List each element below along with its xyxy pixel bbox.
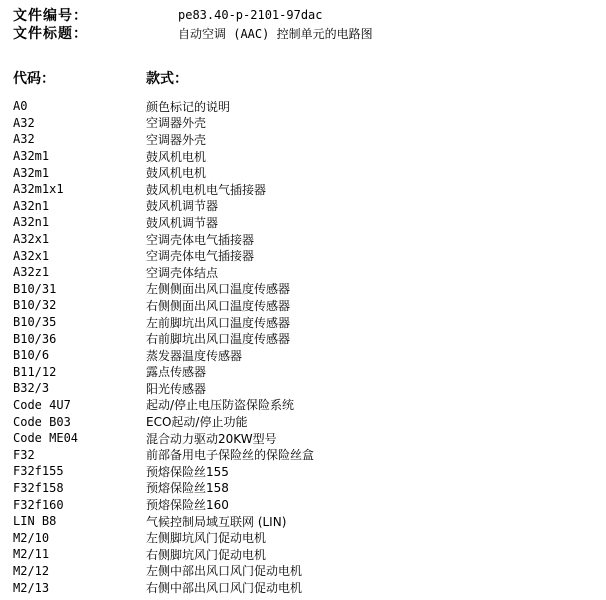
row-code: A32n1 <box>13 198 50 213</box>
row-description: 左侧脚坑风门促动电机 <box>146 531 267 546</box>
row-code: B10/31 <box>13 281 57 296</box>
row-code: M2/13 <box>13 580 50 595</box>
row-code: A32m1 <box>13 149 50 164</box>
row-code: Code 4U7 <box>13 397 71 412</box>
table-row <box>13 513 598 530</box>
table-row <box>13 247 598 264</box>
row-code: A32 <box>13 115 35 130</box>
table-row <box>13 364 598 381</box>
row-description: 预熔保险丝155 <box>146 464 229 479</box>
table-header <box>13 68 598 88</box>
row-code: B10/35 <box>13 315 57 330</box>
row-description: 蒸发器温度传感器 <box>146 348 243 363</box>
row-description: 起动/停止电压防盗保险系统 <box>146 398 295 413</box>
row-description: 空调壳体电气插接器 <box>146 232 255 247</box>
row-code: A32x1 <box>13 232 50 247</box>
table-row <box>13 330 598 347</box>
row-code: B11/12 <box>13 364 57 379</box>
row-description: 鼓风机电机 <box>146 166 207 181</box>
row-description: 露点传感器 <box>146 365 207 380</box>
column-header-desc: 款式： <box>146 71 188 87</box>
table-row <box>13 347 598 364</box>
table-row <box>13 297 598 314</box>
row-code: F32f155 <box>13 464 64 479</box>
row-code: LIN B8 <box>13 514 57 529</box>
doc-title-row <box>13 24 598 42</box>
row-description: 鼓风机调节器 <box>146 199 219 214</box>
row-code: A32n1 <box>13 215 50 230</box>
row-description: 混合动力驱动20KW型号 <box>146 431 277 446</box>
row-code: B10/6 <box>13 348 50 363</box>
row-code: B10/36 <box>13 331 57 346</box>
row-description: 鼓风机电机 <box>146 149 207 164</box>
table-row <box>13 480 598 497</box>
row-code: A0 <box>13 99 28 114</box>
row-code: F32f158 <box>13 480 64 495</box>
row-description: 左侧侧面出风口温度传感器 <box>146 282 291 297</box>
table-row <box>13 231 598 248</box>
row-code: M2/12 <box>13 563 50 578</box>
row-description: 左前脚坑出风口温度传感器 <box>146 315 291 330</box>
row-description: ECO起动/停止功能 <box>146 415 248 430</box>
row-code: B10/32 <box>13 298 57 313</box>
row-description: 右侧脚坑风门促动电机 <box>146 547 267 562</box>
row-description: 颜色标记的说明 <box>146 99 231 114</box>
row-code: M2/11 <box>13 547 50 562</box>
table-row <box>13 148 598 165</box>
table-row <box>13 463 598 480</box>
table-row <box>13 98 598 115</box>
row-code: F32 <box>13 447 35 462</box>
table-row <box>13 563 598 580</box>
table-row <box>13 430 598 447</box>
row-description: 空调壳体电气插接器 <box>146 249 255 264</box>
row-description: 右前脚坑出风口温度传感器 <box>146 332 291 347</box>
row-description: 阳光传感器 <box>146 381 207 396</box>
table-row <box>13 413 598 430</box>
table-row <box>13 181 598 198</box>
row-description: 预熔保险丝158 <box>146 481 229 496</box>
column-header-code: 代码： <box>13 71 55 87</box>
doc-title-value: 自动空调 (AAC) 控制单元的电路图 <box>178 26 373 41</box>
table-row <box>13 214 598 231</box>
row-code: A32z1 <box>13 265 50 280</box>
doc-number-row <box>13 6 598 24</box>
doc-number-value: pe83.40-p-2101-97dac <box>178 8 323 22</box>
row-description: 右侧中部出风口风门促动电机 <box>146 581 303 596</box>
table-row <box>13 198 598 215</box>
table-row <box>13 496 598 513</box>
table-row <box>13 314 598 331</box>
row-description: 空调器外壳 <box>146 132 207 147</box>
row-code: A32 <box>13 132 35 147</box>
table-row <box>13 164 598 181</box>
table-row <box>13 446 598 463</box>
table-row <box>13 380 598 397</box>
document-page <box>13 6 598 596</box>
row-code: A32x1 <box>13 248 50 263</box>
code-list <box>13 98 598 596</box>
table-row <box>13 546 598 563</box>
table-row <box>13 397 598 414</box>
row-code: A32m1x1 <box>13 182 64 197</box>
table-row <box>13 281 598 298</box>
table-row <box>13 115 598 132</box>
row-description: 预熔保险丝160 <box>146 498 229 513</box>
row-code: B32/3 <box>13 381 50 396</box>
doc-title-label: 文件标题： <box>13 26 88 42</box>
row-description: 鼓风机电机电气插接器 <box>146 182 267 197</box>
row-description: 空调壳体结点 <box>146 265 219 280</box>
table-row <box>13 579 598 596</box>
table-row <box>13 529 598 546</box>
row-description: 右侧侧面出风口温度传感器 <box>146 298 291 313</box>
row-description: 左侧中部出风口风门促动电机 <box>146 564 303 579</box>
table-row <box>13 264 598 281</box>
row-description: 鼓风机调节器 <box>146 215 219 230</box>
row-code: Code B03 <box>13 414 71 429</box>
row-code: M2/10 <box>13 530 50 545</box>
row-code: F32f160 <box>13 497 64 512</box>
row-description: 前部备用电子保险丝的保险丝盒 <box>146 448 315 463</box>
row-code: A32m1 <box>13 165 50 180</box>
row-description: 气候控制局域互联网 (LIN) <box>146 514 287 529</box>
row-code: Code ME04 <box>13 431 79 446</box>
row-description: 空调器外壳 <box>146 116 207 131</box>
table-row <box>13 131 598 148</box>
doc-number-label: 文件编号： <box>13 8 88 24</box>
